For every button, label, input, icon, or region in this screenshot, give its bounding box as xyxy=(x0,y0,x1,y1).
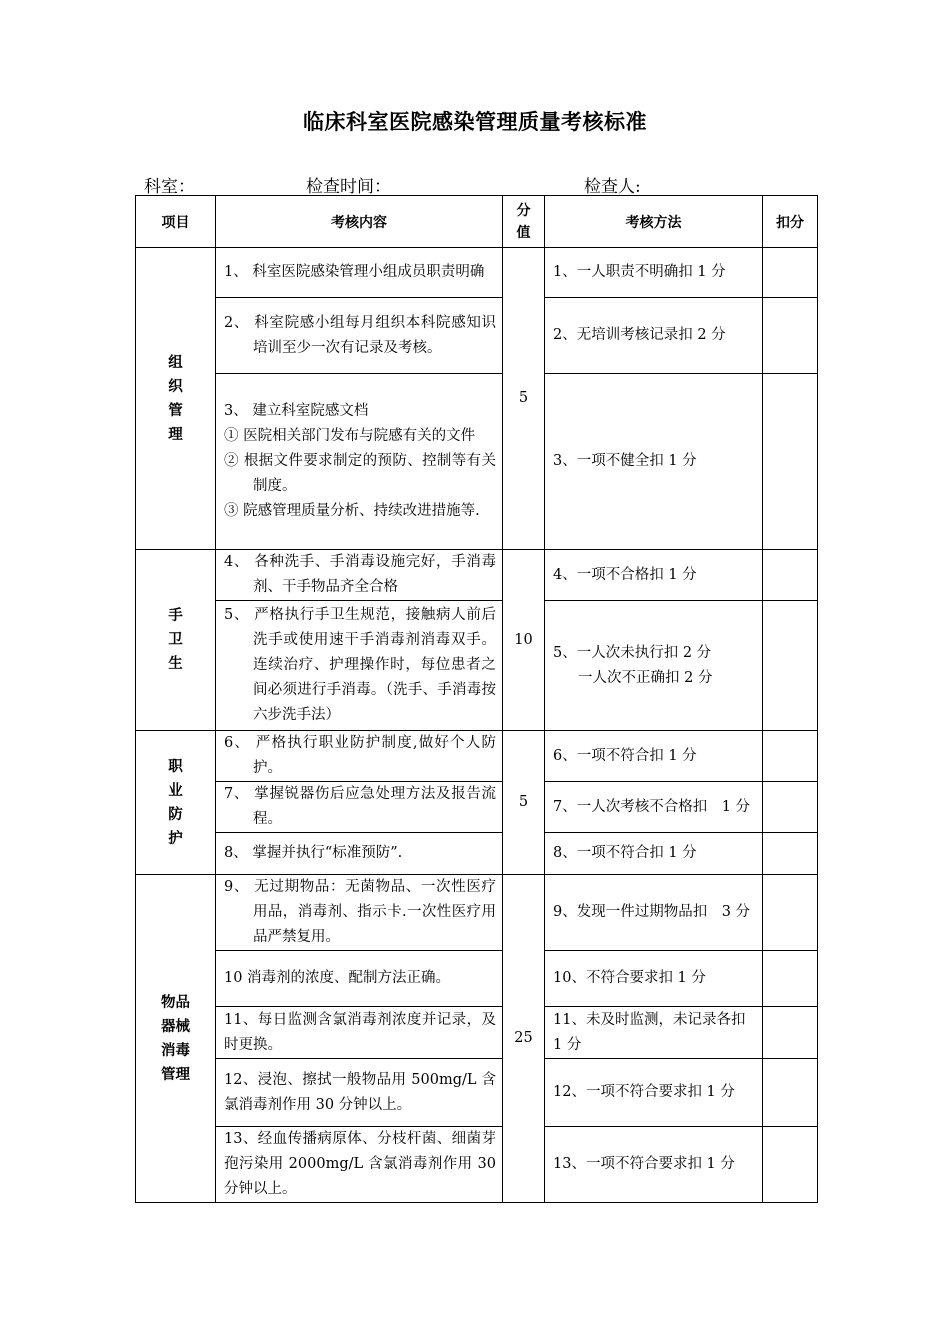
method-cell xyxy=(545,875,763,951)
content-text: 10 消毒剂的浓度、配制方法正确。 xyxy=(224,970,451,986)
category-char: 物品 xyxy=(161,994,190,1011)
table-row xyxy=(136,550,818,601)
content-cell xyxy=(216,1059,503,1127)
category-cell xyxy=(136,248,216,550)
department-label: 科室： xyxy=(144,177,195,197)
method-text: 7、一人次考核不合格扣 1 分 xyxy=(553,798,751,815)
header-score xyxy=(503,196,545,248)
content-text: ② 根据文件要求制定的预防、控制等有关制度。 xyxy=(224,453,496,494)
deduction-cell[interactable] xyxy=(763,875,818,951)
deduction-cell[interactable] xyxy=(763,601,818,731)
method-text: 8、一项不符合扣 1 分 xyxy=(553,845,697,861)
method-text: 1、一人职责不明确扣 1 分 xyxy=(553,264,726,280)
header-item: 项目 xyxy=(136,196,216,248)
check-time-label: 检查时间： xyxy=(306,177,391,197)
content-text: 9、 无过期物品：无菌物品、一次性医疗用品，消毒剂、指示卡.一次性医疗用品严禁复用。 xyxy=(224,879,496,945)
header-score-line1: 分 xyxy=(516,202,531,219)
category-char: 织 xyxy=(168,378,183,395)
method-text: 12、一项不符合要求扣 1 分 xyxy=(553,1084,735,1100)
score-cell: 5 xyxy=(503,248,545,550)
method-text: 6、一项不符合扣 1 分 xyxy=(553,747,697,764)
inspector-label: 检查人: xyxy=(584,177,641,197)
deduction-cell[interactable] xyxy=(763,1059,818,1127)
table-header-row xyxy=(136,196,818,248)
table-row xyxy=(136,1007,818,1059)
method-cell xyxy=(545,248,763,298)
deduction-cell[interactable] xyxy=(763,374,818,550)
category-cell xyxy=(136,875,216,1203)
content-cell xyxy=(216,833,503,875)
content-text: ③ 院感管理质量分析、持续改进措施等. xyxy=(224,503,480,519)
content-text: 4、 各种洗手、手消毒设施完好，手消毒剂、干手物品齐全合格 xyxy=(224,554,496,595)
content-cell xyxy=(216,951,503,1007)
table-row xyxy=(136,601,818,731)
score-cell: 25 xyxy=(503,875,545,1203)
content-text: 11、每日监测含氯消毒剂浓度并记录，及时更换。 xyxy=(224,1011,496,1053)
category-char: 生 xyxy=(168,656,183,672)
method-cell xyxy=(545,782,763,833)
content-cell xyxy=(216,731,503,782)
content-text: 7、 掌握锐器伤后应急处理方法及报告流程。 xyxy=(224,786,496,827)
header-score-line2: 值 xyxy=(516,224,531,241)
method-cell xyxy=(545,731,763,782)
content-cell xyxy=(216,1007,503,1059)
content-cell xyxy=(216,1127,503,1203)
category-char: 管理 xyxy=(161,1066,190,1083)
deduction-cell[interactable] xyxy=(763,1127,818,1203)
category-char: 器械 xyxy=(161,1018,190,1035)
deduction-cell[interactable] xyxy=(763,833,818,875)
category-char: 理 xyxy=(168,426,183,443)
category-char: 管 xyxy=(168,402,183,419)
method-cell xyxy=(545,833,763,875)
content-text: 12、浸泡、擦拭一般物品用 500mg/L 含氯消毒剂作用 30 分钟以上。 xyxy=(224,1071,496,1113)
method-cell xyxy=(545,951,763,1007)
table-row xyxy=(136,298,818,374)
table-row xyxy=(136,1059,818,1127)
table-row xyxy=(136,875,818,951)
table-row xyxy=(136,782,818,833)
table-row xyxy=(136,951,818,1007)
category-char: 职 xyxy=(168,758,183,775)
category-char: 消毒 xyxy=(161,1042,190,1059)
deduction-cell[interactable] xyxy=(763,951,818,1007)
header-method: 考核方法 xyxy=(545,196,763,248)
table-row xyxy=(136,731,818,782)
category-char: 护 xyxy=(168,830,183,847)
header-deduction: 扣分 xyxy=(763,196,818,248)
deduction-cell[interactable] xyxy=(763,1007,818,1059)
header-content: 考核内容 xyxy=(216,196,503,248)
category-cell xyxy=(136,731,216,875)
method-text: 9、发现一件过期物品扣 3 分 xyxy=(553,904,751,920)
method-text: 4、一项不合格扣 1 分 xyxy=(553,566,697,583)
method-cell xyxy=(545,298,763,374)
category-char: 手 xyxy=(168,608,183,624)
content-text: 3、 建立科室院感文档 xyxy=(224,403,369,419)
content-cell xyxy=(216,248,503,298)
deduction-cell[interactable] xyxy=(763,550,818,601)
method-text: 一人次不正确扣 2 分 xyxy=(578,669,713,686)
method-text: 13、一项不符合要求扣 1 分 xyxy=(553,1156,735,1172)
content-cell xyxy=(216,374,503,550)
method-text: 2、无培训考核记录扣 2 分 xyxy=(553,327,726,343)
method-text: 3、一项不健全扣 1 分 xyxy=(553,453,697,469)
score-cell: 10 xyxy=(503,550,545,731)
content-text: 13、经血传播病原体、分枝杆菌、细菌芽孢污染用 2000mg/L 含氯消毒剂作用 30 分钟以上。 xyxy=(224,1131,496,1197)
page-title: 临床科室医院感染管理质量考核标准 xyxy=(303,110,647,134)
content-cell xyxy=(216,298,503,374)
category-char: 防 xyxy=(168,806,183,823)
content-cell xyxy=(216,782,503,833)
table-row xyxy=(136,1127,818,1203)
method-cell xyxy=(545,550,763,601)
content-text: ① 医院相关部门发布与院感有关的文件 xyxy=(224,428,476,444)
assessment-table xyxy=(135,195,818,1203)
method-text: 5、一人次未执行扣 2 分 xyxy=(553,644,712,661)
method-text: 11、未及时监测，未记录各扣 1 分 xyxy=(553,1011,746,1053)
deduction-cell[interactable] xyxy=(763,248,818,298)
deduction-cell[interactable] xyxy=(763,731,818,782)
deduction-cell[interactable] xyxy=(763,782,818,833)
category-char: 组 xyxy=(168,354,183,371)
content-text: 8、 掌握并执行“标准预防”. xyxy=(224,845,403,861)
deduction-cell[interactable] xyxy=(763,298,818,374)
table-row xyxy=(136,248,818,298)
category-char: 卫 xyxy=(168,632,183,648)
content-text: 1、 科室医院感染管理小组成员职责明确 xyxy=(224,264,485,280)
table-row xyxy=(136,374,818,550)
content-cell xyxy=(216,875,503,951)
score-cell: 5 xyxy=(503,731,545,875)
method-cell xyxy=(545,1127,763,1203)
content-cell xyxy=(216,601,503,731)
table-row xyxy=(136,833,818,875)
content-cell xyxy=(216,550,503,601)
content-text: 5、 严格执行手卫生规范，接触病人前后洗手或使用速干手消毒剂消毒双手。连续治疗、护理操作时，每位患者之间必须进行手消毒。（洗手、手消毒按六步洗手法） xyxy=(224,607,496,723)
method-cell xyxy=(545,1059,763,1127)
category-char: 业 xyxy=(168,782,183,799)
category-cell xyxy=(136,550,216,731)
method-cell xyxy=(545,374,763,550)
method-text: 10、不符合要求扣 1 分 xyxy=(553,970,706,986)
method-cell xyxy=(545,1007,763,1059)
content-text: 6、 严格执行职业防护制度,做好个人防护。 xyxy=(224,735,496,776)
method-cell xyxy=(545,601,763,731)
content-text: 2、 科室院感小组每月组织本科院感知识培训至少一次有记录及考核。 xyxy=(224,314,496,356)
